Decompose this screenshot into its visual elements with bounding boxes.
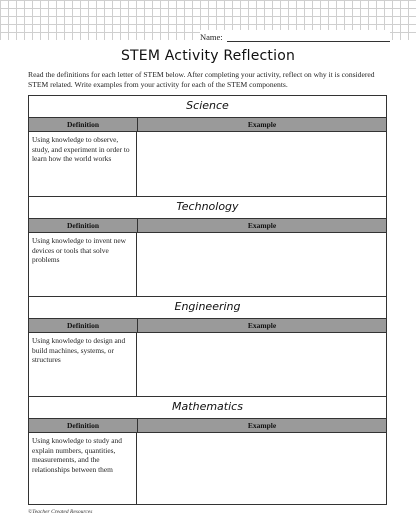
copyright-footer: ©Teacher Created Resources — [28, 509, 93, 515]
definition-cell: Using knowledge to study and explain numbers, quantities, measurements, and the relationships between them — [29, 433, 137, 504]
definition-cell: Using knowledge to observe, study, and experiment in order to learn how the world works — [29, 132, 137, 198]
table-row — [29, 333, 386, 399]
name-label: Name: — [200, 32, 223, 42]
section-title: Mathematics — [29, 397, 386, 419]
section-engineering — [28, 296, 387, 400]
table-header-row — [29, 118, 386, 132]
example-header: Example — [247, 421, 277, 430]
instructions-text: Read the definitions for each letter of STEM below. After completing your activity, reflect on why it is considered STEM related. Write examples from your activity for each of the STEM components. — [28, 70, 375, 89]
name-field[interactable] — [200, 30, 390, 42]
example-cell[interactable] — [137, 233, 386, 299]
example-cell[interactable] — [137, 333, 386, 399]
page-title: STEM Activity Reflection — [120, 48, 296, 64]
definition-header: Definition — [29, 319, 138, 332]
example-header: Example — [247, 120, 277, 129]
section-title: Science — [29, 96, 386, 118]
example-header: Example — [247, 221, 277, 230]
table-row — [29, 433, 386, 504]
table-header-row — [29, 419, 386, 433]
definition-header: Definition — [29, 118, 138, 131]
table-header-row — [29, 219, 386, 233]
name-line[interactable] — [227, 33, 390, 42]
section-technology — [28, 196, 387, 300]
example-cell[interactable] — [137, 433, 386, 504]
definition-header: Definition — [29, 219, 138, 232]
definition-header: Definition — [29, 419, 138, 432]
example-header: Example — [247, 321, 277, 330]
definition-cell: Using knowledge to invent new devices or tools that solve problems — [29, 233, 137, 299]
table-header-row — [29, 319, 386, 333]
section-mathematics — [28, 396, 387, 505]
definition-cell: Using knowledge to design and build machines, systems, or structures — [29, 333, 137, 399]
example-cell[interactable] — [137, 132, 386, 198]
table-row — [29, 132, 386, 198]
section-title: Technology — [29, 197, 386, 219]
table-row — [29, 233, 386, 299]
section-title: Engineering — [29, 297, 386, 319]
section-science — [28, 95, 387, 199]
